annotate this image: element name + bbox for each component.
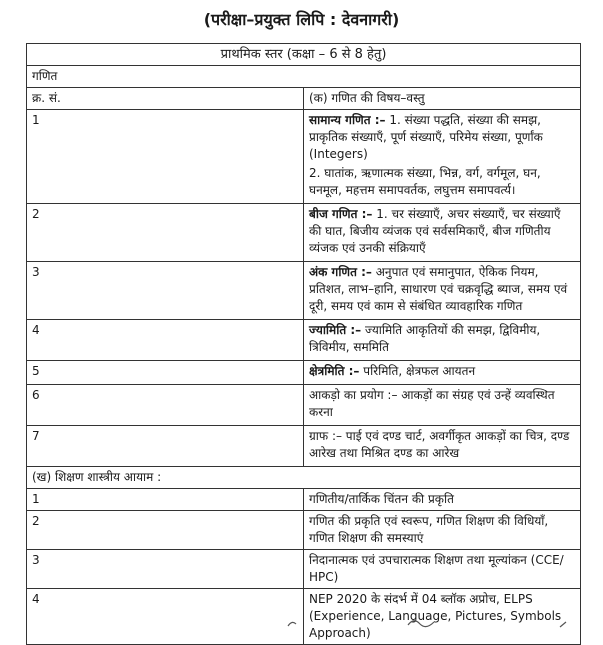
topic-text: 1. चर संख्याएँ, अचर संख्याएँ, चर संख्याएँ की घात, बिजीय व्यंजक एवं सर्वसमिकाएँ, बीज गणितीय व्यंजक एवं उनकी संक्रियाएँ [309,207,561,255]
row-content [304,320,581,361]
row-content [304,426,581,467]
row-content [304,385,581,426]
row-number: 2 [27,204,304,262]
table-row [27,426,581,467]
row-content: NEP 2020 के संदर्भ में 04 ब्लॉक अप्रोच, ELPS (Experience, Language, Pictures, Symbols Approach) [304,589,581,645]
subject-label: गणित [27,66,581,88]
row-number: 1 [27,110,304,204]
row-number: 5 [27,361,304,385]
section-a-heading: (क) गणित की विषय–वस्तु [304,88,581,110]
topic-text: 2. घातांक, ऋणात्मक संख्या, भिन्न, वर्ग, वर्गमूल, घन, घनमूल, महत्तम समापवर्तक, लघुत्तम समापवर्त्य। [309,166,541,197]
row-content [304,110,581,204]
page-header: (परीक्षा–प्रयुक्त लिपि : देवनागरी) [203,10,400,29]
section-a-row [27,88,581,110]
table-row [27,385,581,426]
level-row [27,44,581,66]
subject-row [27,66,581,88]
row-number: 6 [27,385,304,426]
table-row [27,489,581,511]
row-content: गणितीय/तार्किक चिंतन की प्रकृति [304,489,581,511]
row-content [304,262,581,320]
table-row [27,550,581,589]
row-content [304,361,581,385]
topic-title: अंक गणित :– [309,265,372,279]
row-number: 2 [27,511,304,550]
topic-title: बीज गणित :– [309,207,373,221]
row-number: 4 [27,320,304,361]
table-row [27,320,581,361]
topic-text: अनुपात एवं समानुपात, ऐकिक नियम, प्रतिशत, लाभ–हानि, साधारण एवं चक्रवृद्धि ब्याज, समय एवं दूरी, समय एवं काम से संबंधित व्यावहारिक गणित [309,265,568,313]
table-row [27,204,581,262]
row-number: 4 [27,589,304,645]
table-row [27,511,581,550]
topic-title: ज्यामिति :– [309,323,362,337]
row-number: 7 [27,426,304,467]
syllabus-table [26,43,581,645]
row-number: 3 [27,550,304,589]
table-row [27,262,581,320]
table-row [27,361,581,385]
handwriting-mark-icon [0,616,603,630]
topic-text: ग्राफ :– पाई एवं दण्ड चार्ट, अवर्गीकृत आकड़ों का चित्र, दण्ड आरेख तथा मिश्रित दण्ड का आरेख [309,429,570,460]
row-number: 1 [27,489,304,511]
topic-text: परिमिति, क्षेत्रफल आयतन [363,364,476,378]
row-content [304,204,581,262]
table-row [27,110,581,204]
topic-text: आकड़ो का प्रयोग :– आकड़ों का संग्रह एवं उन्हें व्यवस्थित करना [309,388,555,419]
topic-title: क्षेत्रमिति :– [309,364,360,378]
level-heading: प्राथमिक स्तर (कक्षा – 6 से 8 हेतु) [27,44,581,66]
serial-header: क्र. सं. [27,88,304,110]
topic-text: ज्यामिति आकृतियों की समझ, द्विविमीय, त्रिविमीय, सममिति [309,323,541,354]
section-b-heading: (ख) शिक्षण शास्त्रीय आयाम : [27,467,581,489]
topic-title: सामान्य गणित :– [309,113,386,127]
section-b-row [27,467,581,489]
section-a-rows [27,110,581,467]
topic-text: 1. संख्या पद्धति, संख्या की समझ, प्राकृतिक संख्याएँ, पूर्ण संख्याएँ, परिमेय संख्या, पूर्णांक (Integers) [309,113,543,161]
row-content: निदानात्मक एवं उपचारात्मक शिक्षण तथा मूल्यांकन (CCE/ HPC) [304,550,581,589]
row-content: गणित की प्रकृति एवं स्वरूप, गणित शिक्षण की विधियाँ, गणित शिक्षण की समस्याएं [304,511,581,550]
row-number: 3 [27,262,304,320]
